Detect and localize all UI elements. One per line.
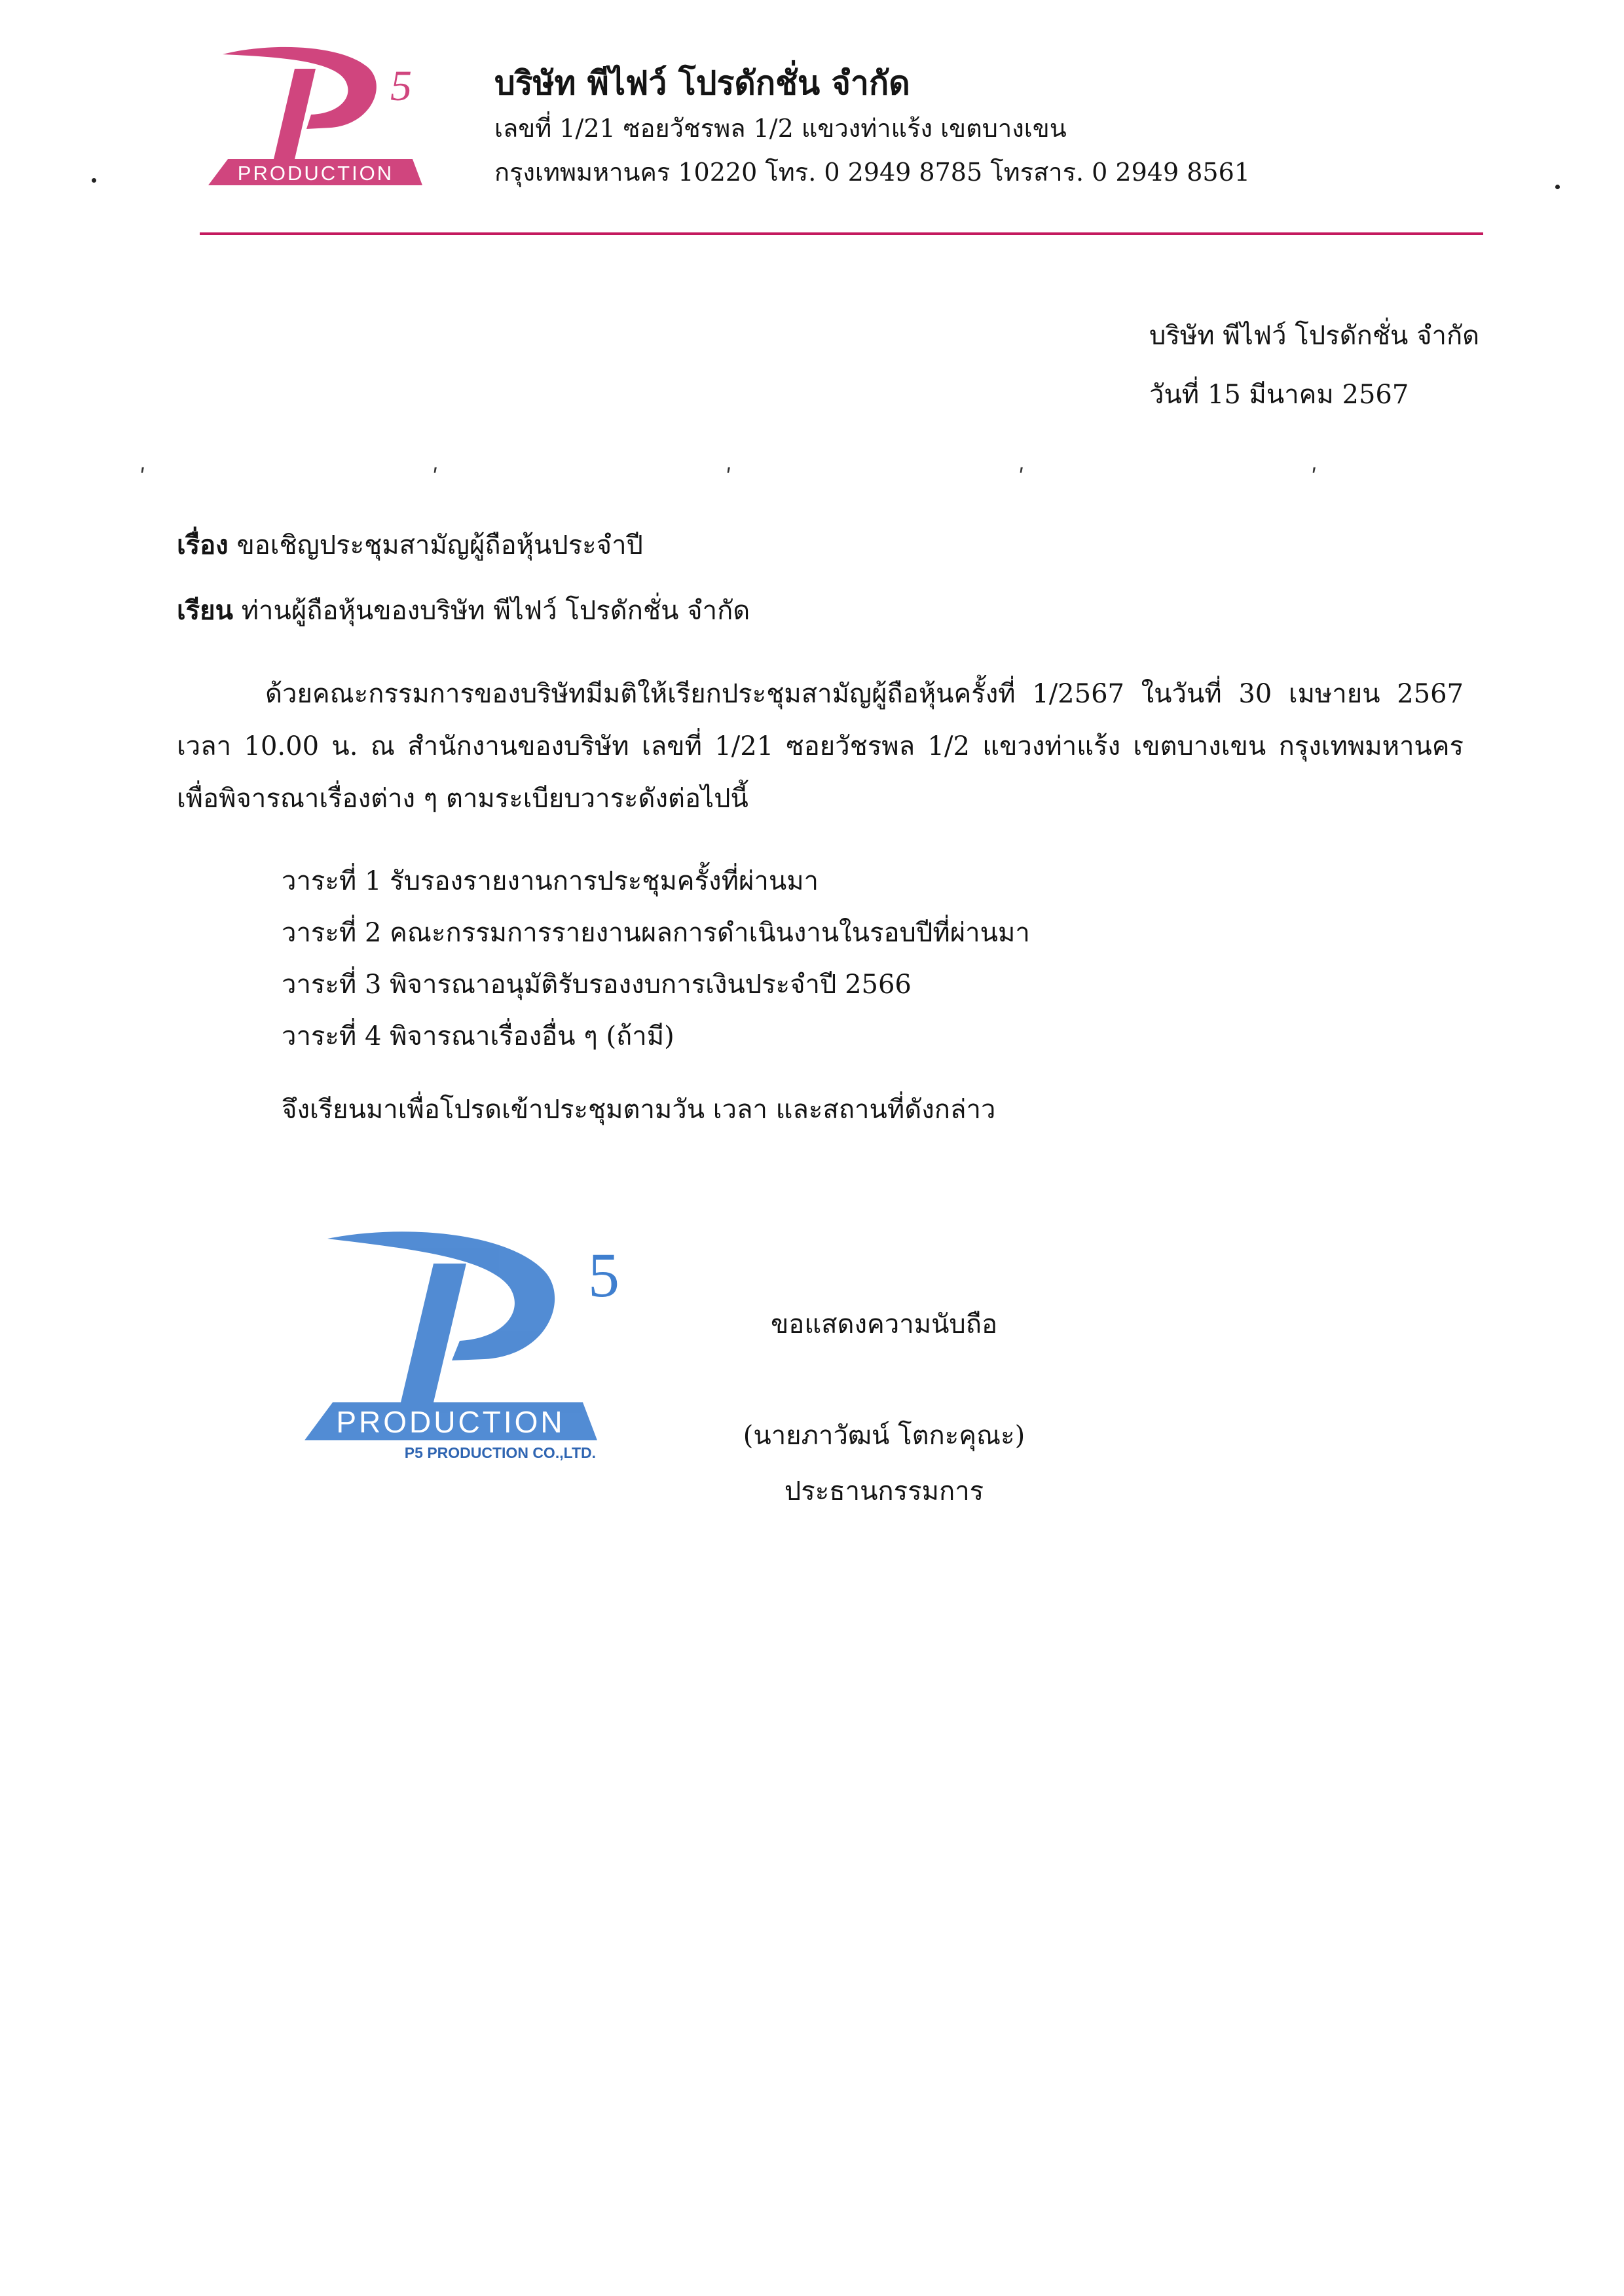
greeting-label: เรียน: [177, 595, 233, 626]
signatory-name: (นายภาวัฒน์ โตกะคุณะ): [743, 1421, 1025, 1451]
agenda-item: วาระที่ 4 พิจารณาเรื่องอื่น ๆ (ถ้ามี): [282, 1021, 674, 1051]
greeting-line: [177, 589, 750, 631]
scan-mark: ʹ: [1311, 465, 1318, 491]
letterhead-address-line-1: เลขที่ 1/21 ซอยวัชรพล 1/2 แขวงท่าแร้ง เขตบางเขน: [494, 114, 1067, 143]
scan-dot: [92, 178, 96, 183]
logo-superscript: 5: [390, 62, 412, 110]
scan-mark: ʹ: [726, 465, 732, 491]
logo-banner-text: PRODUCTION: [237, 162, 394, 185]
company-logo: [196, 43, 426, 190]
letterhead-address-line-2: กรุงเทพมหานคร 10220 โทร. 0 2949 8785 โทรสาร. 0 2949 8561: [494, 158, 1250, 187]
subject-label: เรื่อง: [177, 530, 229, 560]
sender-block: [1149, 306, 1479, 424]
sender-company: บริษัท พีไฟว์ โปรดักชั่น จำกัด: [1149, 321, 1480, 351]
stamp-company-text: P5 PRODUCTION CO.,LTD.: [404, 1444, 596, 1461]
scan-dot: [1555, 185, 1560, 189]
regards-text: ขอแสดงความนับถือ: [770, 1309, 998, 1339]
stamp-banner-text: PRODUCTION: [336, 1405, 565, 1439]
agenda-list: [282, 856, 1030, 1063]
company-stamp: [288, 1224, 642, 1467]
closing-sentence: จึงเรียนมาเพื่อโปรดเข้าประชุมตามวัน เวลา และสถานที่ดังกล่าว: [282, 1095, 996, 1125]
letter-date: วันที่ 15 มีนาคม 2567: [1149, 380, 1409, 410]
signatory-title: ประธานกรรมการ: [784, 1476, 984, 1506]
scan-mark: ʹ: [139, 465, 146, 491]
body-paragraph: [177, 668, 1464, 825]
scan-mark: ʹ: [432, 465, 439, 491]
scan-mark: ʹ: [1018, 465, 1025, 491]
letterhead-divider: [200, 232, 1483, 235]
agenda-item: วาระที่ 1 รับรองรายงานการประชุมครั้งที่ผ่านมา: [282, 866, 819, 896]
greeting-text: ท่านผู้ถือหุ้นของบริษัท พีไฟว์ โปรดักชั่น จำกัด: [241, 596, 750, 626]
body-paragraph-text: ด้วยคณะกรรมการของบริษัทมีมติให้เรียกประชุมสามัญผู้ถือหุ้นครั้งที่ 1/2567 ในวันที่ 30 เมษายน 2567 เวลา 10.00 น. ณ สำนักงานของบริษัท เลขที่ 1/21 ซอยวัชรพล 1/2 แขวงท่าแร้ง เขตบางเขน กรุงเทพมหานคร เพื่อพิจารณาเรื่องต่าง ๆ ตามระเบียบวาระดังต่อไปนี้: [177, 679, 1464, 814]
letterhead-company-name: บริษัท พีไฟว์ โปรดักชั่น จำกัด: [494, 64, 910, 102]
subject-text: ขอเชิญประชุมสามัญผู้ถือหุ้นประจำปี: [236, 530, 643, 560]
agenda-item: วาระที่ 2 คณะกรรมการรายงานผลการดำเนินงานในรอบปีที่ผ่านมา: [282, 918, 1030, 948]
subject-line: [177, 524, 643, 566]
agenda-item: วาระที่ 3 พิจารณาอนุมัติรับรองงบการเงินประจำปี 2566: [282, 970, 912, 1000]
stamp-superscript: 5: [588, 1240, 619, 1310]
